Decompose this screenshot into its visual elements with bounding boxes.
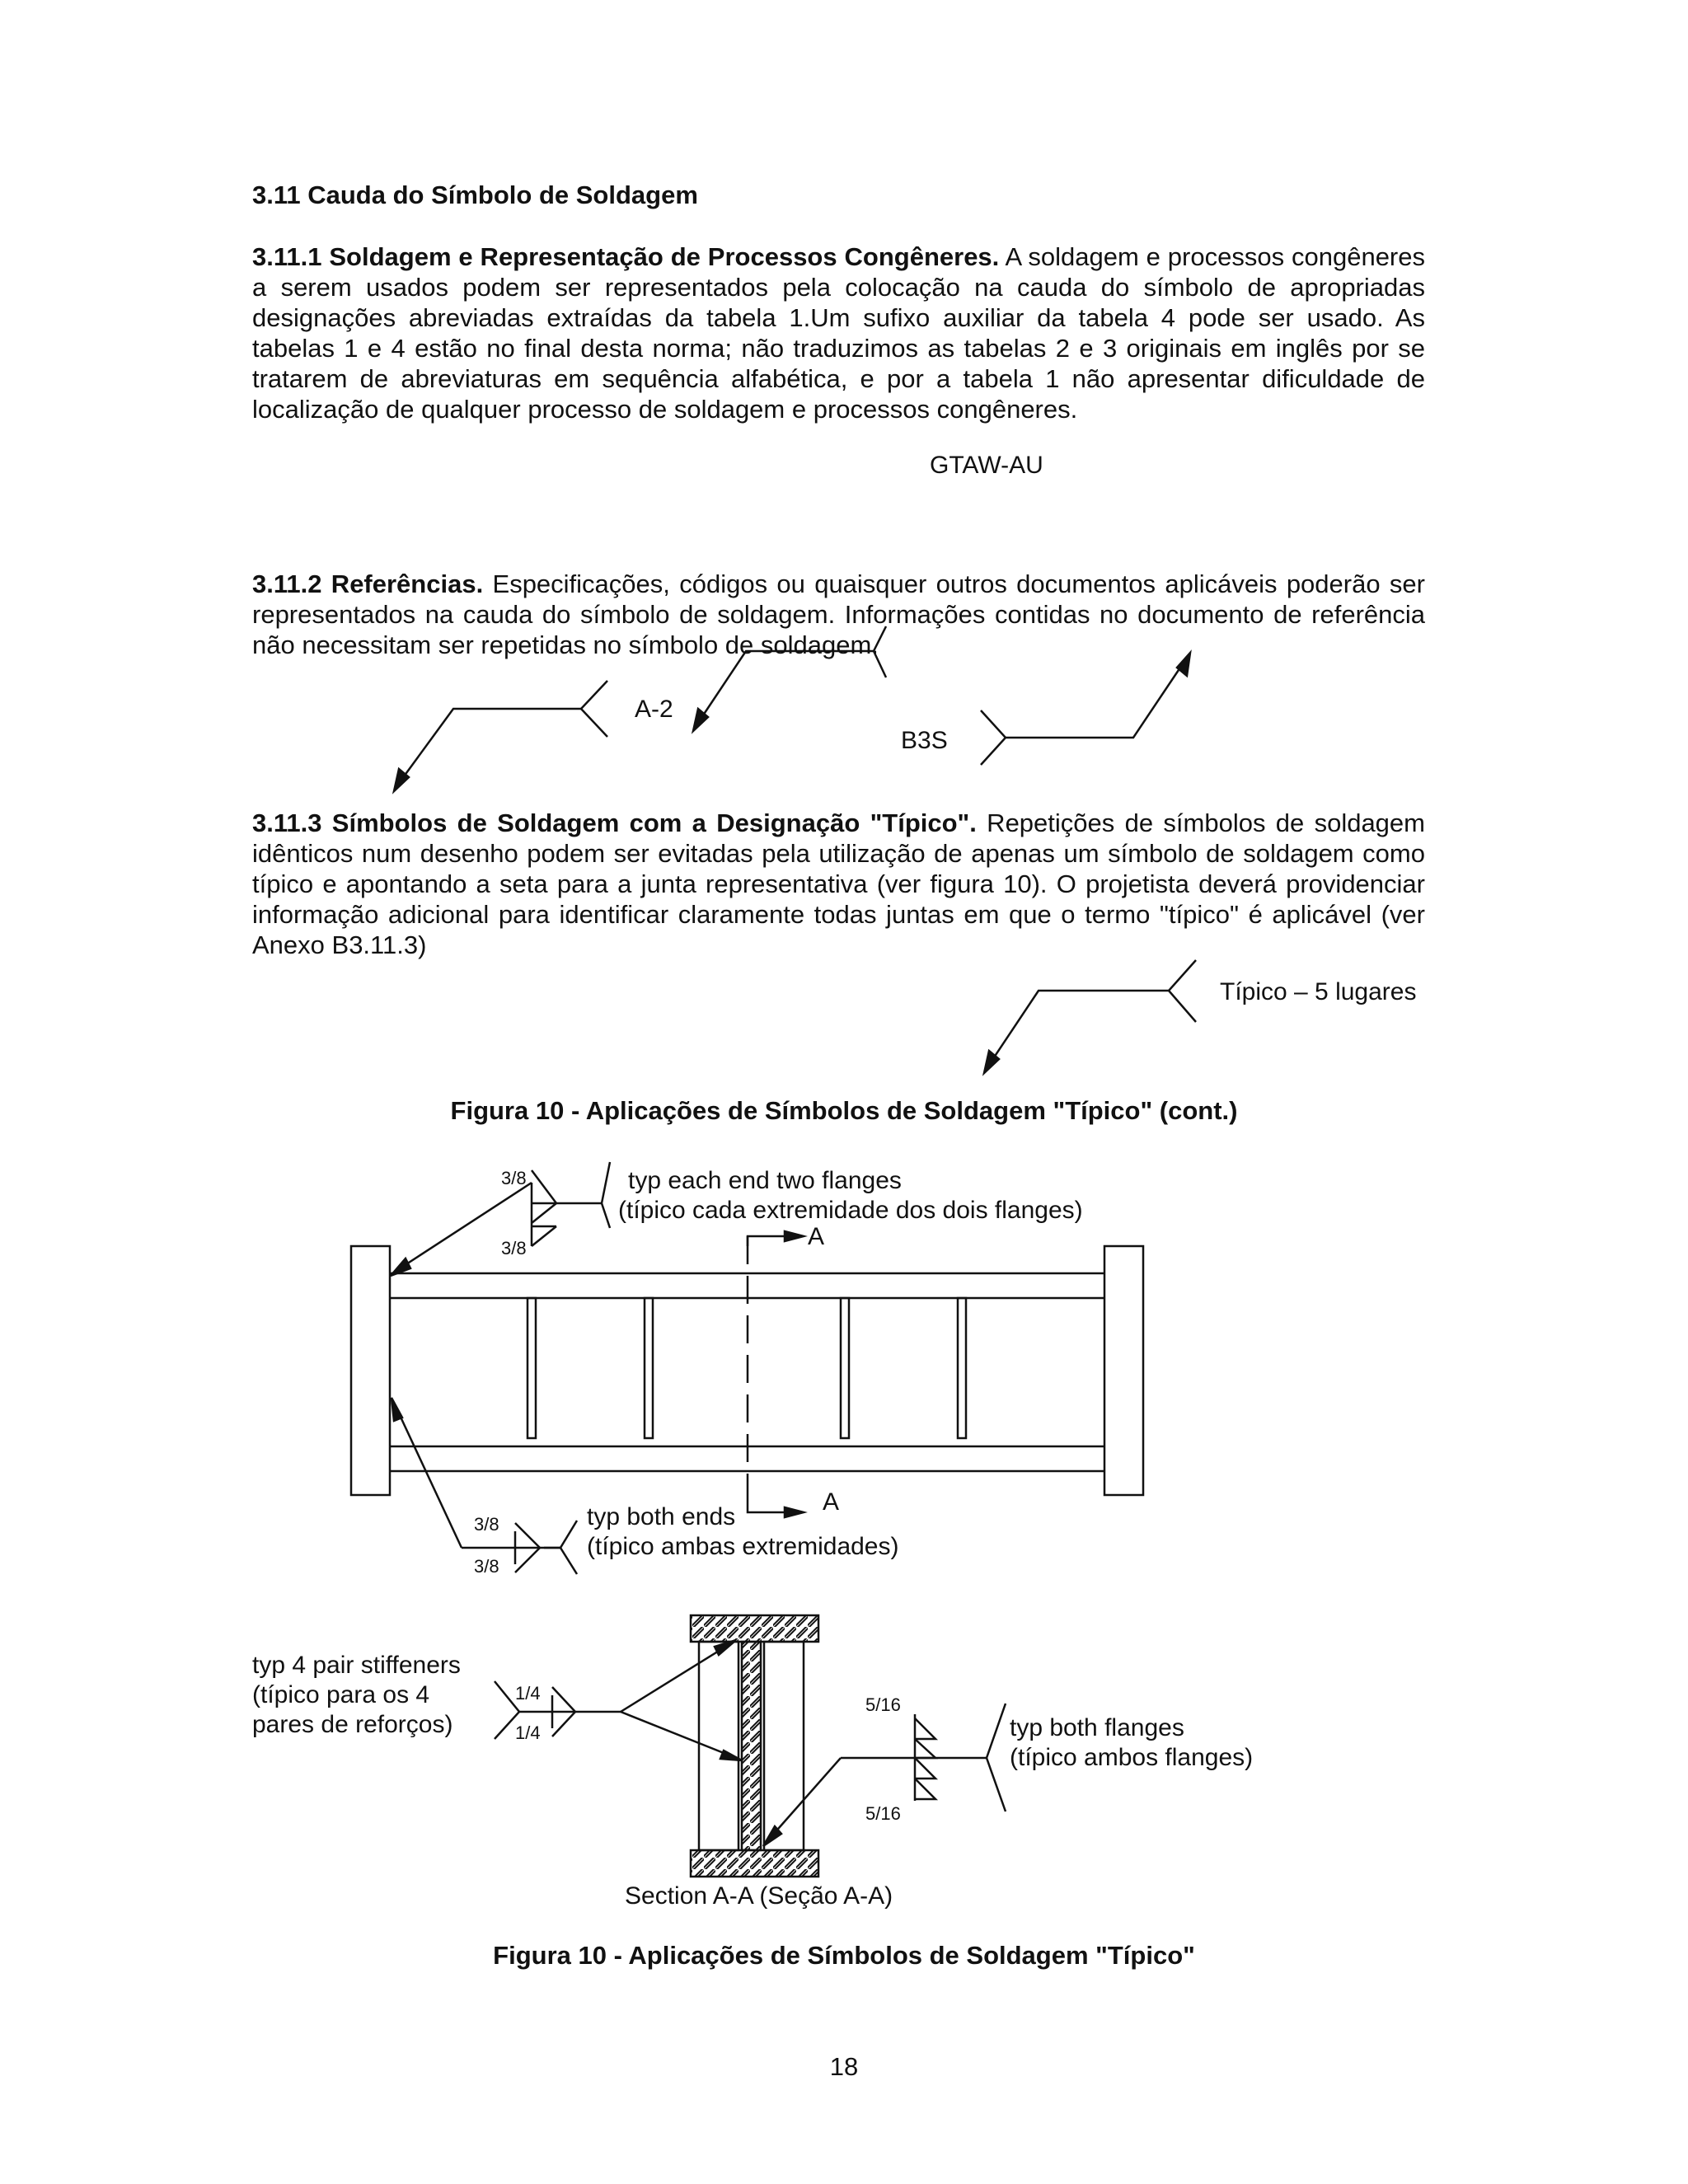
note-stiff-2: (típico para os 4 bbox=[252, 1681, 430, 1708]
note-flange-1: typ both flanges bbox=[1010, 1714, 1184, 1741]
note-bottom-2: (típico ambas extremidades) bbox=[587, 1533, 899, 1560]
paragraph-heading: 3.11.2 Referências. bbox=[252, 569, 484, 598]
weld-symbol-gtaw bbox=[693, 452, 1043, 731]
paragraph-body: Repetições de símbolos de soldagem idênticos num desenho podem ser evitadas pela utilização de apenas um símbolo de soldagem como típico e apontando a seta para a junta representativa (ver figura 10). O projetista deverá providenciar informação adicional para identificar claramente todas juntas em que o termo "típico" é aplicável (ver Anexo B3.11.3) bbox=[252, 808, 1425, 959]
weld-symbol-tipico bbox=[984, 960, 1416, 1073]
weld-size-flange-2: 5/16 bbox=[865, 1803, 901, 1824]
weld-symbol-a2 bbox=[394, 681, 673, 791]
end-plate-right bbox=[1104, 1246, 1143, 1495]
section-a-a bbox=[625, 1615, 893, 1910]
tail-text-b3s: B3S bbox=[901, 727, 948, 754]
end-plate-left bbox=[351, 1246, 390, 1495]
note-flange-2: (típico ambos flanges) bbox=[1010, 1744, 1254, 1771]
note-stiff-1: typ 4 pair stiffeners bbox=[252, 1652, 461, 1679]
paragraph-heading: 3.11.3 Símbolos de Soldagem com a Designação "Típico". bbox=[252, 808, 977, 837]
note-stiff-3: pares de reforços) bbox=[252, 1711, 453, 1738]
tail-text-tipico: Típico – 5 lugares bbox=[1220, 978, 1417, 1005]
weld-size-top-2: 3/8 bbox=[501, 1238, 527, 1258]
tail-text-gtaw: GTAW-AU bbox=[930, 452, 1043, 479]
section-arrow-bottom bbox=[775, 1488, 839, 1517]
web bbox=[742, 1642, 761, 1850]
section-arrow-top bbox=[775, 1223, 824, 1250]
figure-caption-cont: Figura 10 - Aplicações de Símbolos de Soldagem "Típico" (cont.) bbox=[450, 1096, 1238, 1125]
note-top-2: (típico cada extremidade dos dois flanges) bbox=[618, 1197, 1083, 1224]
note-bottom-1: typ both ends bbox=[587, 1503, 736, 1530]
section-title: 3.11 Cauda do Símbolo de Soldagem bbox=[252, 180, 698, 209]
paragraph-heading: 3.11.1 Soldagem e Representação de Processos Congêneres. bbox=[252, 242, 1000, 271]
weld-size-flange-1: 5/16 bbox=[865, 1694, 901, 1715]
figure-caption: Figura 10 - Aplicações de Símbolos de Soldagem "Típico" bbox=[493, 1941, 1195, 1970]
beam-elevation bbox=[351, 1236, 1143, 1512]
weld-symbol-flanges bbox=[763, 1694, 1253, 1846]
weld-size-stiff-2: 1/4 bbox=[515, 1722, 541, 1743]
stiffener bbox=[841, 1298, 849, 1438]
stiffener-right bbox=[764, 1642, 804, 1850]
weld-symbol-stiffeners bbox=[252, 1640, 742, 1760]
top-flange bbox=[691, 1615, 818, 1642]
section-label: Section A-A (Seção A-A) bbox=[625, 1882, 893, 1910]
weld-size-stiff-1: 1/4 bbox=[515, 1683, 541, 1704]
section-mark-top: A bbox=[808, 1223, 825, 1250]
stiffener bbox=[528, 1298, 536, 1438]
stiffener bbox=[958, 1298, 966, 1438]
weld-symbol-b3s bbox=[901, 653, 1190, 765]
tail-text-a2: A-2 bbox=[635, 696, 673, 723]
weld-symbol-top-flanges bbox=[391, 1162, 1083, 1276]
section-mark-bottom: A bbox=[823, 1488, 840, 1516]
weld-size-bottom-2: 3/8 bbox=[474, 1556, 499, 1577]
page-number: 18 bbox=[829, 2052, 859, 2081]
weld-size-bottom-1: 3/8 bbox=[474, 1514, 499, 1535]
paragraph-body: A soldagem e processos congêneres a serem usados podem ser representados pela colocação na cauda do símbolo de apropriadas designações abreviadas extraídas da tabela 1.Um sufixo auxiliar da tabela 4 pode ser usado. As tabelas 1 e 4 estão no final desta norma; não traduzimos as tabelas 2 e 3 originais em inglês por se tratarem de abreviaturas em sequência alfabética, e por a tabela 1 não apresentar dificuldade de localização de qualquer processo de soldagem e processos congêneres. bbox=[252, 242, 1425, 424]
weld-size-top-1: 3/8 bbox=[501, 1168, 527, 1188]
stiffener bbox=[645, 1298, 653, 1438]
paragraph-body: Especificações, códigos ou quaisquer outros documentos aplicáveis poderão ser representados na cauda do símbolo de soldagem. Informações contidas no documento de referência não necessitam ser repetidas no símbolo de soldagem. bbox=[252, 569, 1425, 659]
bottom-flange bbox=[691, 1850, 818, 1877]
note-top-1: typ each end two flanges bbox=[628, 1167, 902, 1194]
